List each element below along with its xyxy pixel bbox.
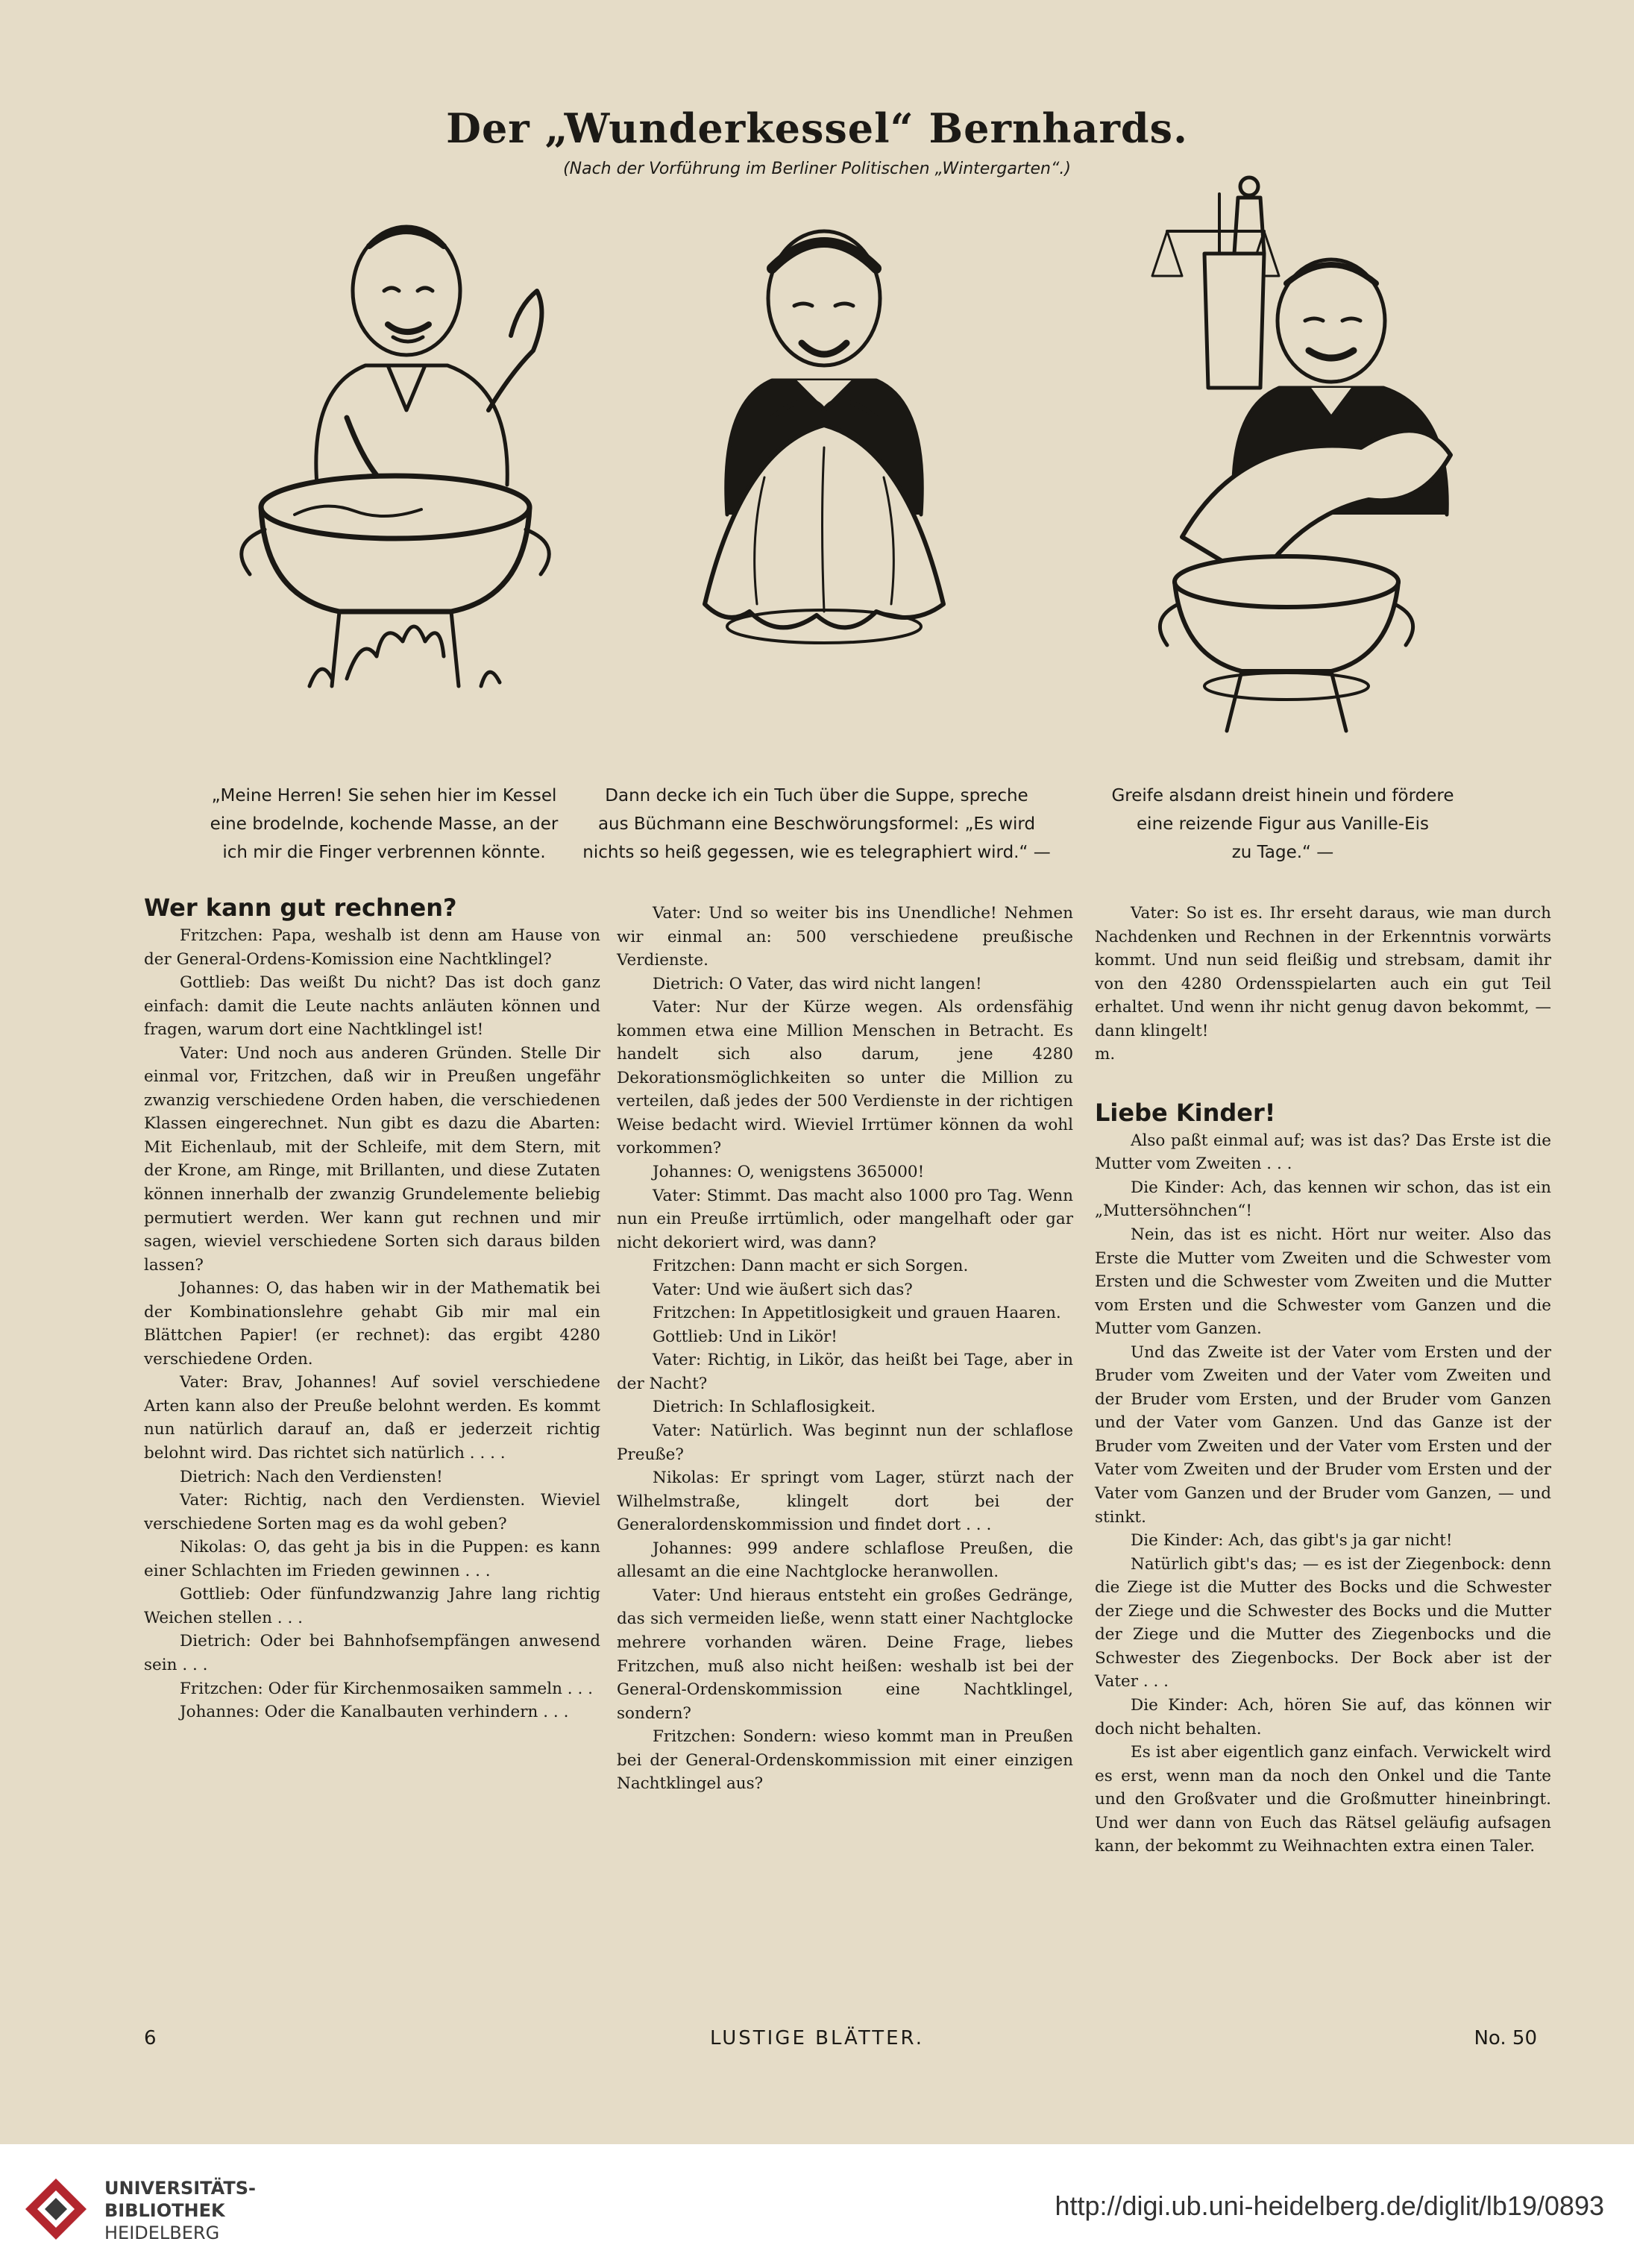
paragraph: Vater: Nur der Kürze wegen. Als ordensfähig kommen etwa eine Million Menschen in Betracht. Es handelt sich also darum, jene 4280 Dekorationsmöglichkeiten so unter die Million zu verteilen, daß jedes der 500 Verdienste in der richtigen Weise bedacht wird. Wieviel Irrtümer können da wohl vorkommen?: [617, 998, 1073, 1158]
paragraph: Nikolas: Er springt vom Lager, stürzt nach der Wilhelmstraße, klingelt dort bei der Generalordenskommission und findet dort . . .: [617, 1468, 1073, 1535]
paragraph: Johannes: Oder die Kanalbauten verhindern . . .: [180, 1703, 569, 1722]
column-1: [144, 891, 600, 1724]
paragraph: Johannes: O, wenigstens 365000!: [653, 1163, 925, 1182]
paragraph: Und das Zweite ist der Vater vom Ersten und der Bruder vom Zweiten und der Vater vom Zweiten und der Bruder vom Ersten, und der Bruder vom Ganzen und der Vater vom Ganzen. Und das Ganze ist der Bruder vom Zweiten und der Vater vom Ersten und der Vater vom Zweiten und der Bruder vom Ersten und der Vater vom Ganzen und der Bruder vom Ganzen, — und stinkt.: [1095, 1342, 1551, 1527]
masthead: LUSTIGE BLÄTTER.: [710, 2027, 924, 2049]
permalink-url[interactable]: http://digi.ub.uni-heidelberg.de/diglit/lb19/0893: [1055, 2190, 1604, 2221]
paragraph: Fritzchen: Sondern: wieso kommt man in Preußen bei der General-Ordenskommission mit einer einzigen Nachtklingel aus?: [617, 1727, 1073, 1794]
cartoon-panel-1: [198, 164, 660, 768]
spacer: [1095, 1067, 1551, 1096]
paragraph: Dietrich: Nach den Verdiensten!: [180, 1467, 443, 1486]
paragraph: Fritzchen: Oder für Kirchenmosaiken sammeln . . .: [180, 1679, 593, 1698]
signature: m.: [1095, 1045, 1116, 1064]
article-heading-kinder: Liebe Kinder!: [1095, 1098, 1276, 1127]
paragraph: Vater: Stimmt. Das macht also 1000 pro Tag. Wenn nun ein Preuße irrtümlich, oder mangelhaft oder gar nicht dekoriert wird, was dann?: [617, 1186, 1073, 1252]
cartoon-kettle-illustration: [198, 164, 660, 768]
library-name-line-2: BIBLIOTHEK: [104, 2200, 225, 2221]
library-name-line-1: UNIVERSITÄTS-: [104, 2178, 257, 2199]
column-2: [617, 902, 1073, 1796]
paragraph: Vater: Richtig, nach den Verdiensten. Wieviel verschiedene Sorten mag es da wohl geben?: [144, 1491, 600, 1533]
paragraph: Vater: Und wie äußert sich das?: [653, 1280, 913, 1299]
library-name: [104, 2177, 256, 2244]
paragraph: Vater: Und so weiter bis ins Unendliche! Nehmen wir einmal an: 500 verschiedene preußische Verdienste.: [617, 904, 1073, 970]
paragraph: Nikolas: O, das geht ja bis in die Puppen: es kann einer Schlachten im Frieden gewinnen . . .: [144, 1538, 600, 1580]
paragraph: Es ist aber eigentlich ganz einfach. Verwickelt wird es erst, wenn man da noch den Onkel und die Tante und den Großvater und die Großmutter hineinbringt. Und wer dann von Euch das Rätsel geläufig aufsagen kann, der bekommt zu Weihnachten extra einen Taler.: [1095, 1743, 1551, 1856]
paragraph: Die Kinder: Ach, das gibt's ja gar nicht!: [1131, 1531, 1453, 1551]
cartoon-cloth-illustration: [593, 164, 1055, 768]
paragraph: Vater: Natürlich. Was beginnt nun der schlaflose Preuße?: [617, 1422, 1073, 1464]
paragraph: Nein, das ist es nicht. Hört nur weiter. Also das Erste die Mutter vom Zweiten und die Schwester vom Ersten und die Schwester vom Zweiten und die Mutter vom Ersten und die Schwester vom Ganzen und die Mutter vom Ganzen.: [1095, 1225, 1551, 1339]
paragraph: Dietrich: O Vater, das wird nicht langen!: [653, 974, 982, 993]
cartoon-panel-3: [1048, 164, 1510, 768]
caption-panel-2: Dann decke ich ein Tuch über die Suppe, spreche aus Büchmann eine Beschwörungsformel: „Es wird nichts so heiß gegessen, wie es telegraphiert wird.“ —: [582, 786, 1051, 862]
paragraph: Die Kinder: Ach, das kennen wir schon, das ist ein „Muttersöhnchen“!: [1095, 1178, 1551, 1221]
paragraph: Also paßt einmal auf; was ist das? Das Erste ist die Mutter vom Zweiten . . .: [1095, 1131, 1551, 1174]
page-subheadline: (Nach der Vorführung im Berliner Politischen „Wintergarten“.): [563, 160, 1071, 178]
issue-number: No. 50: [1474, 2027, 1537, 2049]
paragraph: Gottlieb: Das weißt Du nicht? Das ist doch ganz einfach: damit die Leute nachts anläuten können und fragen, warum dort eine Nachtklingel ist!: [144, 973, 600, 1040]
paragraph: Gottlieb: Oder fünfundzwanzig Jahre lang richtig Weichen stellen . . .: [144, 1585, 600, 1627]
caption-panel-3: Greife alsdann dreist hinein und fördere eine reizende Figur aus Vanille-Eis zu Tage.“ —: [1111, 786, 1454, 862]
paragraph: Vater: So ist es. Ihr erseht daraus, wie man durch Nachdenken und Rechnen in der Erkenntnis vorwärts kommt. Und nun seid fleißig und strebsam, damit ihr von den 4280 Ordensspielarten auch ein gut Teil erhaltet. Und wenn ihr nicht genug davon bekommt, — dann klingelt!: [1095, 904, 1551, 1040]
library-name-line-3: HEIDELBERG: [104, 2223, 220, 2243]
paragraph: Dietrich: In Schlaflosigkeit.: [653, 1398, 876, 1417]
paragraph: Gottlieb: Und in Likör!: [653, 1327, 838, 1346]
page-number: 6: [144, 2027, 157, 2049]
cartoon-panel-2: [593, 164, 1055, 768]
page-headline: Der „Wunderkessel“ Bernhards.: [446, 104, 1188, 152]
article-heading-rechnen: Wer kann gut rechnen?: [144, 893, 457, 922]
paragraph: Fritzchen: Dann macht er sich Sorgen.: [653, 1257, 969, 1276]
cartoon-figure-illustration: [1048, 164, 1510, 768]
paragraph: Johannes: 999 andere schlaflose Preußen, die allesamt an die eine Nachtglocke heranwollen.: [617, 1539, 1073, 1582]
paragraph: Vater: Und noch aus anderen Gründen. Stelle Dir einmal vor, Fritzchen, daß wir in Preußen ungefähr zwanzig verschiedene Orden haben, die verschiedenen Klassen eingerechnet. Nun gibt es dazu die Abarten: Mit Eichenlaub, mit der Schleife, mit dem Stern, mit der Krone, am Ringe, mit Brillanten, und diese Zutaten können innerhalb der zwanzig Grundelemente beliebig permutiert werden. Wer kann gut rechnen und mir sagen, wieviel verschiedene Sorten sich daraus bilden lassen?: [144, 1043, 600, 1275]
paragraph: Fritzchen: Papa, weshalb ist denn am Hause von der General-Ordens-Komission eine Nachtklingel?: [144, 926, 600, 969]
paragraph: Natürlich gibt's das; — es ist der Ziegenbock: denn die Ziege ist die Mutter des Bocks und die Schwester der Ziege und die Schwester des Bocks und die Mutter der Ziege und die Mutter des Ziegenbocks und die Schwester des Ziegenbocks. Der Bock aber ist der Vater . . .: [1095, 1554, 1551, 1691]
paragraph: Vater: Brav, Johannes! Auf soviel verschiedene Arten kann also der Preuße belohnt werden. Es kommt nun natürlich darauf an, daß er jederzeit richtig belohnt wird. Das richtet sich natürlich . . . .: [144, 1373, 600, 1463]
caption-panel-1: „Meine Herren! Sie sehen hier im Kessel eine brodelnde, kochende Masse, an der ich mir die Finger verbrennen könnte.: [210, 786, 559, 862]
paragraph: Die Kinder: Ach, hören Sie auf, das können wir doch nicht behalten.: [1095, 1695, 1551, 1738]
paragraph: Dietrich: Oder bei Bahnhofsempfängen anwesend sein . . .: [144, 1632, 600, 1674]
column-3: [1095, 902, 1551, 1859]
university-seal-icon: [21, 2174, 92, 2245]
paragraph: Vater: Richtig, in Likör, das heißt bei Tage, aber in der Nacht?: [617, 1351, 1073, 1393]
paragraph: Fritzchen: In Appetitlosigkeit und grauen Haaren.: [653, 1304, 1061, 1323]
paragraph: Johannes: O, das haben wir in der Mathematik bei der Kombinationslehre gehabt Gib mir mal ein Blättchen Papier! (er rechnet): das ergibt 4280 verschiedene Orden.: [144, 1279, 600, 1369]
paragraph: Vater: Und hieraus entsteht ein großes Gedränge, das sich vermeiden ließe, wenn statt einer Nachtglocke mehrere vorhanden wären. Deine Frage, liebes Fritzchen, muß also nicht heißen: weshalb ist bei der General-Ordenskommission eine Nachtklingel, sondern?: [617, 1586, 1073, 1723]
library-footer-bar: [0, 2144, 1634, 2268]
